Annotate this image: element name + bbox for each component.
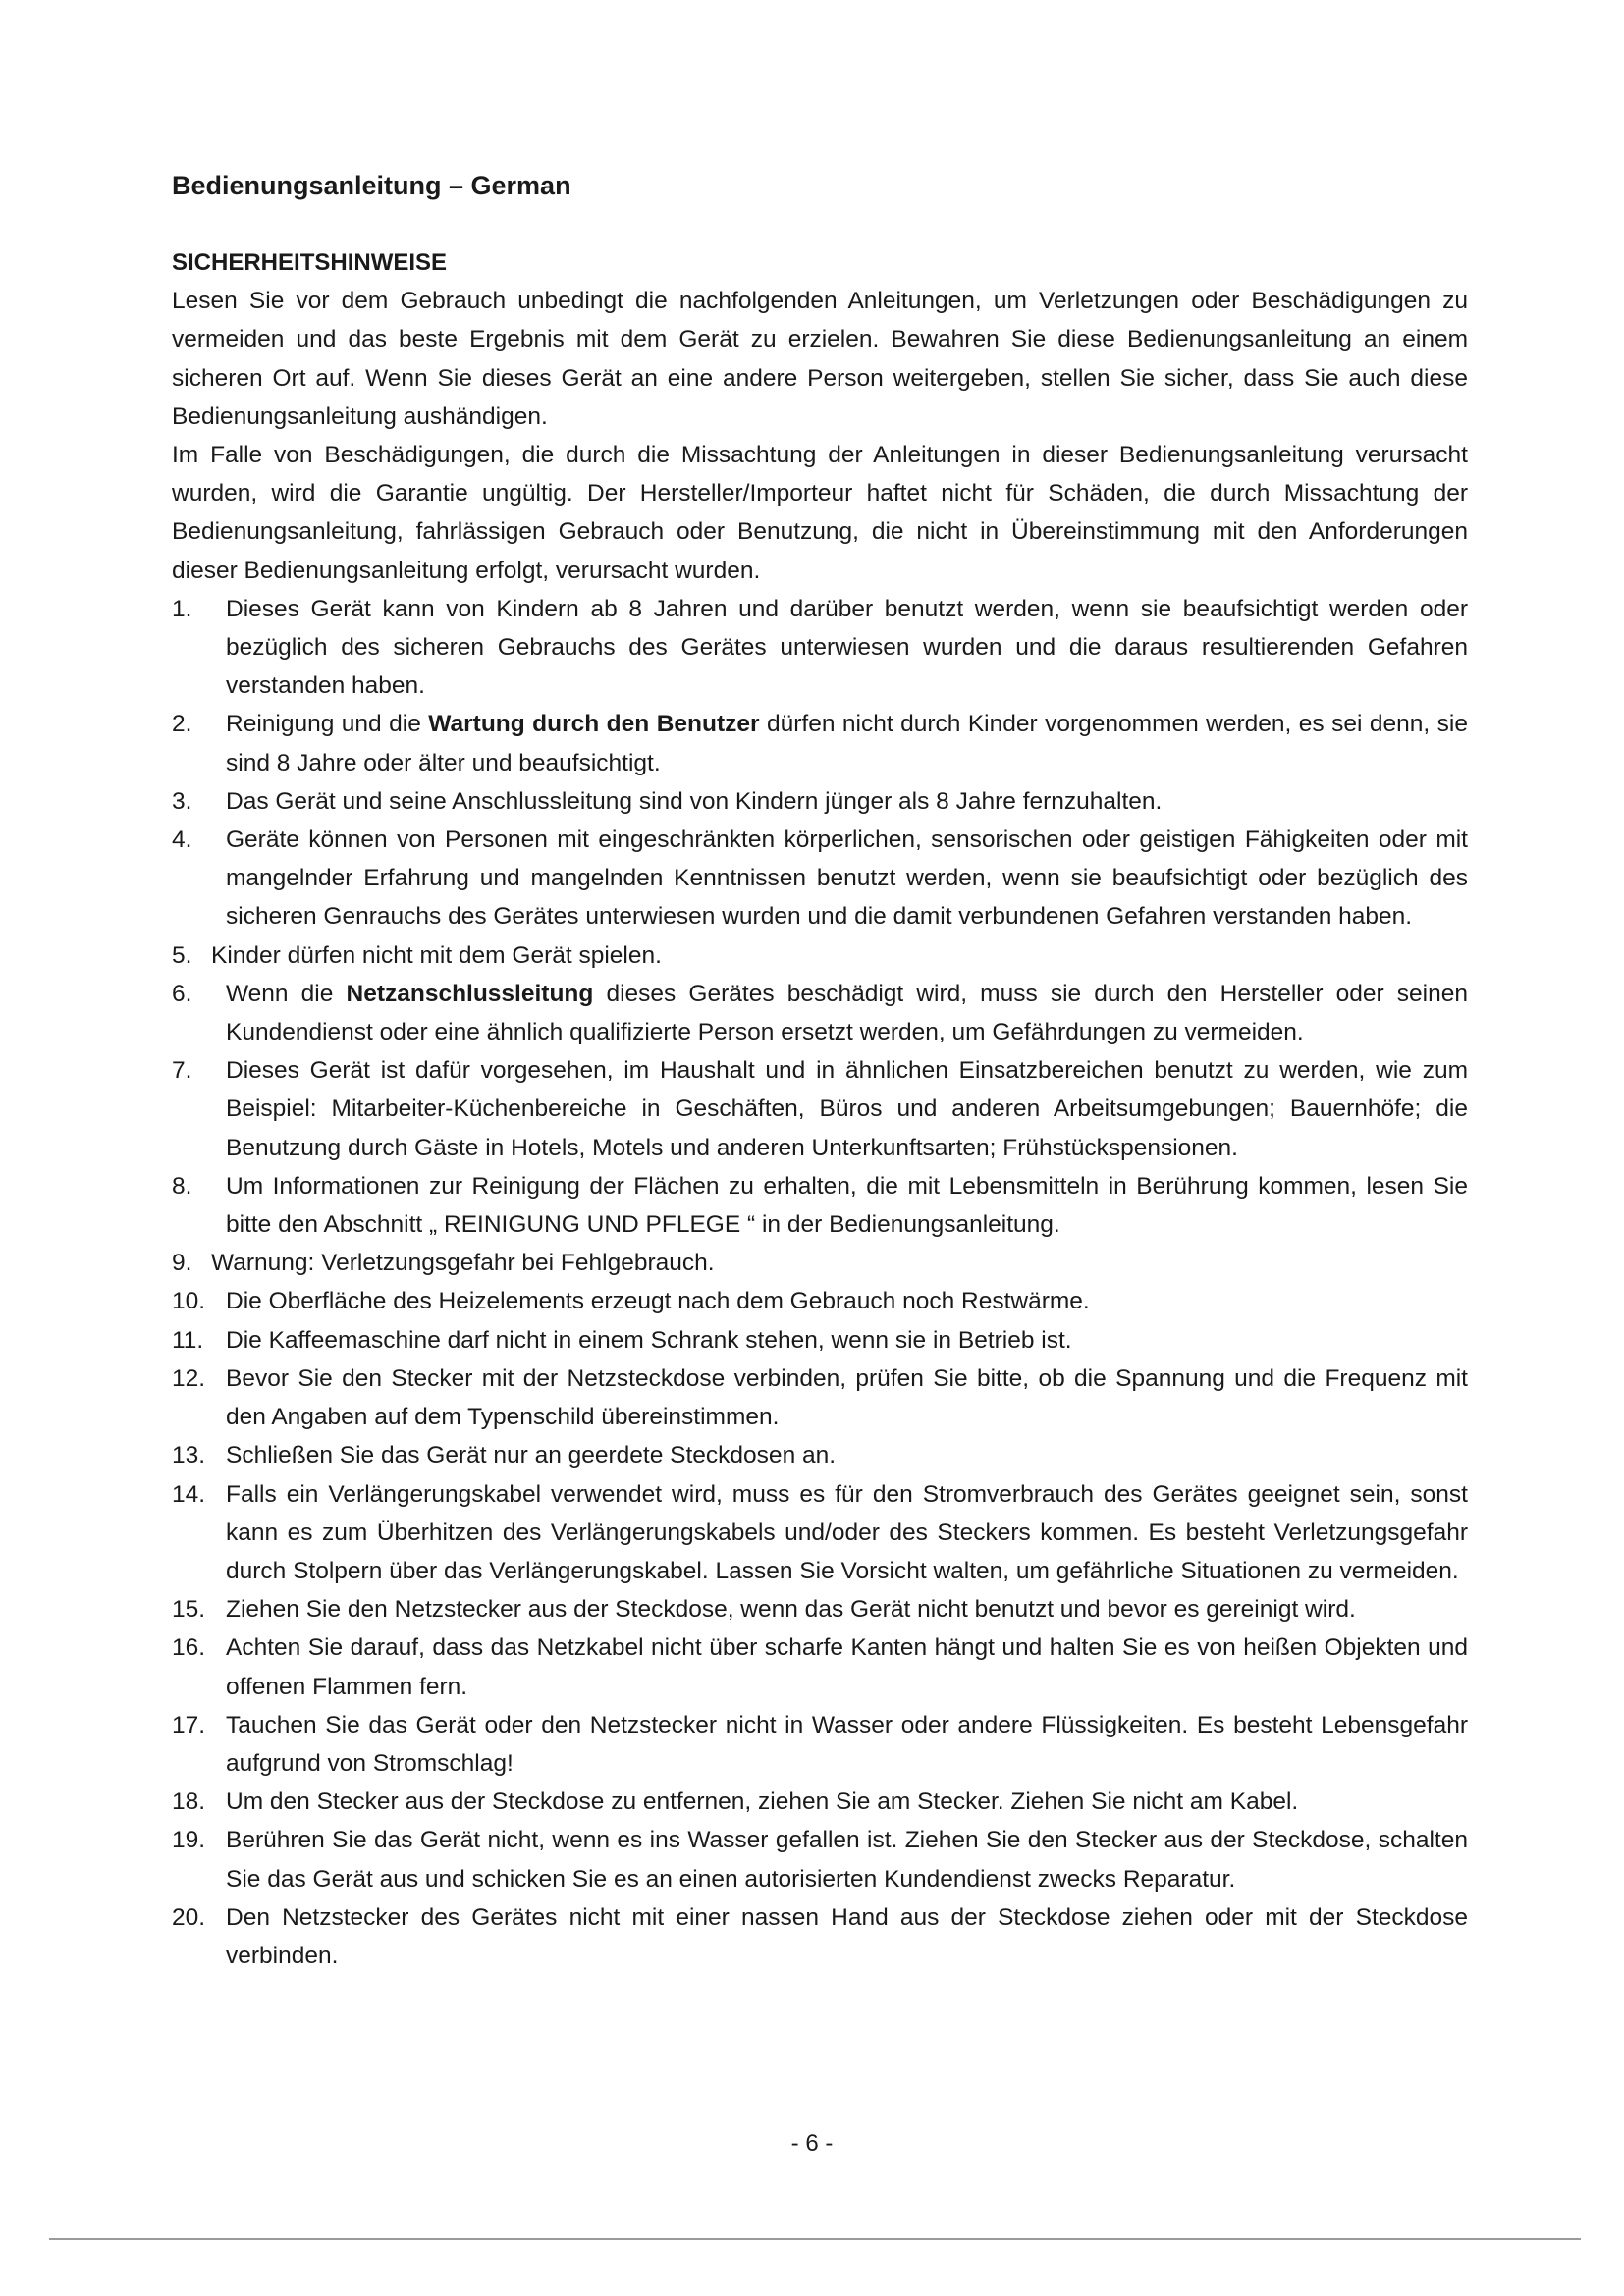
list-item-number: 10. (172, 1288, 206, 1315)
list-item (172, 1590, 1468, 1629)
list-item-number: 20. (172, 1903, 206, 1931)
list-item-number: 9. (172, 1250, 192, 1277)
list-item-number: 3. (172, 787, 192, 815)
list-item-text (226, 981, 1468, 1045)
list-item-text: Die Oberfläche des Heizelements erzeugt nach dem Gebrauch noch Restwärme. (226, 1288, 1090, 1315)
document-title: Bedienungsanleitung – German (172, 171, 571, 200)
list-item (172, 1051, 1468, 1167)
list-item-text: Das Gerät und seine Anschlussleitung sind von Kindern jünger als 8 Jahre fernzuhalten. (226, 787, 1163, 815)
footer-divider (49, 2238, 1581, 2240)
list-item-text-part: dürfen nicht durch Kinder vorgenommen werden, es sei denn, sie sind 8 Jahre oder älter und beaufsichtigt. (226, 711, 1468, 776)
list-item-text: Achten Sie darauf, dass das Netzkabel nicht über scharfe Kanten hängt und halten Sie es von heißen Objekten und offenen Flammen fern. (226, 1634, 1468, 1700)
list-item-text: Bevor Sie den Stecker mit der Netzsteckdose verbinden, prüfen Sie bitte, ob die Spannung und die Frequenz mit den Angaben auf dem Typenschild übereinstimmen. (226, 1364, 1468, 1431)
warranty-paragraph: Im Falle von Beschädigungen, die durch die Missachtung der Anleitungen in dieser Bedienungsanleitung verursacht wurden, wird die Garantie ungültig. Der Hersteller/Importeur haftet nicht für Schäden, die durch Missachtung der Bedienungsanleitung, fahrlässigen Gebrauch oder Benutzung, die nicht in Übereinstimmung mit den Anforderungen dieser Bedienungsanleitung erfolgt, verursacht wurden. (172, 442, 1468, 584)
list-item-text: Geräte können von Personen mit eingeschränkten körperlichen, sensorischen oder geistigen Fähigkeiten oder mit mangelnder Erfahrung und mangelnden Kenntnissen benutzt werden, wenn sie beaufsichtigt oder bezüglich des sicheren Genrauchs des Gerätes unterwiesen wurden und die damit verbundenen Gefahren verstanden haben. (226, 827, 1468, 931)
list-item-number: 8. (172, 1172, 192, 1200)
list-item-number: 16. (172, 1634, 206, 1662)
list-item-text-part: dieses Gerätes beschädigt wird, muss sie durch den Hersteller oder seinen Kundendienst oder eine ähnlich qualifizierte Person ersetzt werden, um Gefährdungen zu vermeiden. (226, 980, 1468, 1046)
list-item-text: Berühren Sie das Gerät nicht, wenn es ins Wasser gefallen ist. Ziehen Sie den Stecker aus der Steckdose, schalten Sie das Gerät aus und schicken Sie es an einen autorisierten Kundendienst zwecks Reparatur. (226, 1827, 1468, 1893)
list-item-text: Falls ein Verlängerungskabel verwendet wird, muss es für den Stromverbrauch des Gerätes geeignet sein, sonst kann es zum Überhitzen des Verlängerungskabels und/oder des Steckers kommen. Es besteht Verletzungsgefahr durch Stolpern über das Verlängerungskabel. Lassen Sie Vorsicht walten, um gefährliche Situationen zu vermeiden. (226, 1480, 1468, 1584)
page-number: - 6 - (790, 2130, 834, 2157)
document-content (172, 167, 1468, 1975)
section-heading: SICHERHEITSHINWEISE (172, 249, 448, 276)
list-item-text (226, 711, 1468, 775)
list-item-number: 6. (172, 980, 192, 1007)
list-item-text: Schließen Sie das Gerät nur an geerdete Steckdosen an. (226, 1442, 837, 1469)
list-item (172, 1629, 1468, 1705)
list-item (172, 936, 1468, 975)
list-item-text: Warnung: Verletzungsgefahr bei Fehlgebrauch. (211, 1250, 715, 1277)
list-item-text: Dieses Gerät kann von Kindern ab 8 Jahren und darüber benutzt werden, wenn sie beaufsichtigt werden oder bezüglich des sicheren Gebrauchs des Gerätes unterwiesen wurden und die daraus resultierenden Gefahren verstanden haben. (226, 595, 1468, 700)
list-item (172, 1821, 1468, 1897)
list-item (172, 1783, 1468, 1821)
list-item-number: 13. (172, 1442, 206, 1469)
list-item-text: Kinder dürfen nicht mit dem Gerät spielen. (211, 941, 662, 969)
list-item (172, 782, 1468, 821)
list-item (172, 1321, 1468, 1360)
list-item-number: 18. (172, 1789, 206, 1816)
list-item (172, 1282, 1468, 1320)
list-item-number: 2. (172, 711, 192, 738)
list-item-text: Um den Stecker aus der Steckdose zu entfernen, ziehen Sie am Stecker. Ziehen Sie nicht am Kabel. (226, 1789, 1299, 1816)
list-item (172, 1244, 1468, 1282)
list-item-number: 12. (172, 1364, 206, 1392)
list-item-number: 14. (172, 1480, 206, 1508)
list-item-number: 4. (172, 827, 192, 854)
list-item-text-part: Reinigung und die (226, 711, 429, 738)
list-item (172, 1475, 1468, 1591)
list-item (172, 1167, 1468, 1244)
list-item-number: 11. (172, 1326, 204, 1354)
list-item-text: Ziehen Sie den Netzstecker aus der Steckdose, wenn das Gerät nicht benutzt und bevor es gereinigt wird. (226, 1596, 1356, 1624)
intro-paragraph: Lesen Sie vor dem Gebrauch unbedingt die nachfolgenden Anleitungen, um Verletzungen oder Beschädigungen zu vermeiden und das beste Ergebnis mit dem Gerät zu erzielen. Bewahren Sie diese Bedienungsanleitung an einem sicheren Ort auf. Wenn Sie dieses Gerät an eine andere Person weitergeben, stellen Sie sicher, dass Sie auch diese Bedienungsanleitung aushändigen. (172, 288, 1468, 430)
list-item-number: 17. (172, 1711, 206, 1738)
list-item (172, 590, 1468, 706)
list-item-text: Den Netzstecker des Gerätes nicht mit einer nassen Hand aus der Steckdose ziehen oder mit der Steckdose verbinden. (226, 1903, 1468, 1969)
safety-list (172, 590, 1468, 1975)
list-item (172, 1436, 1468, 1474)
list-item-text: Um Informationen zur Reinigung der Flächen zu erhalten, die mit Lebensmitteln in Berührung kommen, lesen Sie bitte den Abschnitt „ REINIGUNG UND PFLEGE “ in der Bedienungsanleitung. (226, 1172, 1468, 1239)
list-item-emphasis: Wartung durch den Benutzer (428, 711, 760, 738)
list-item-text-part: Wenn die (226, 980, 347, 1007)
list-item-number: 7. (172, 1057, 192, 1085)
list-item (172, 1706, 1468, 1783)
list-item (172, 821, 1468, 936)
list-item (172, 705, 1468, 781)
list-item-number: 15. (172, 1596, 206, 1624)
list-item-text: Tauchen Sie das Gerät oder den Netzstecker nicht in Wasser oder andere Flüssigkeiten. Es besteht Lebensgefahr aufgrund von Stromschlag! (226, 1711, 1468, 1777)
list-item-text: Dieses Gerät ist dafür vorgesehen, im Haushalt und in ähnlichen Einsatzbereichen benutzt zu werden, wie zum Beispiel: Mitarbeiter-Küchenbereiche in Geschäften, Büros und anderen Arbeitsumgebungen; Bauernhöfe; die Benutzung durch Gäste in Hotels, Motels und anderen Unterkunftsarten; Frühstückspensionen. (226, 1057, 1468, 1161)
list-item-number: 5. (172, 941, 192, 969)
list-item-number: 1. (172, 595, 192, 622)
list-item-text: Die Kaffeemaschine darf nicht in einem Schrank stehen, wenn sie in Betrieb ist. (226, 1326, 1072, 1354)
list-item (172, 1360, 1468, 1436)
list-item (172, 1898, 1468, 1975)
list-item-number: 19. (172, 1827, 206, 1854)
list-item (172, 975, 1468, 1051)
list-item-emphasis: Netzanschlussleitung (346, 980, 594, 1007)
